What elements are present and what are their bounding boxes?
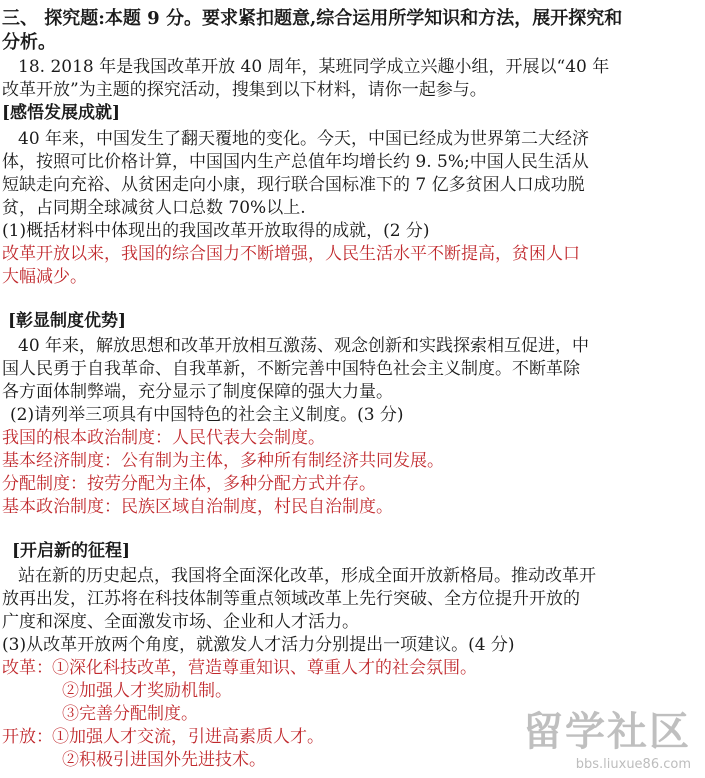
part2-material-line: 国人民勇于自我革命、自我革新，不断完善中国特色社会主义制度。不断革除 bbox=[2, 359, 580, 379]
part1-material-line: 体，按照可比价格计算，中国国内生产总值年均增长约 9. 5%;中国人民生活从 bbox=[2, 152, 589, 172]
part3-open-item: ②积极引进国外先进技术。 bbox=[62, 750, 266, 770]
watermark-logo: 留学社区 bbox=[523, 709, 691, 755]
part3-material-line: 广度和深度、全面激发市场、企业和人才活力。 bbox=[2, 612, 359, 632]
part1-answer-line: 改革开放以来，我国的综合国力不断增强，人民生活水平不断提高，贫困人口 bbox=[2, 244, 580, 264]
intro-line: 18. 2018 年是我国改革开放 40 周年，某班同学成立兴趣小组，开展以“40 年 bbox=[18, 57, 610, 77]
part2-answer-line: 我国的根本政治制度：人民代表大会制度。 bbox=[2, 428, 325, 448]
part1-answer-line: 大幅减少。 bbox=[2, 267, 87, 287]
part2-answer-line: 基本政治制度：民族区域自治制度，村民自治制度。 bbox=[2, 497, 393, 517]
part3-reform-item: ①深化科技改革，营造尊重知识、尊重人才的社会氛围。 bbox=[52, 658, 477, 678]
part3-reform-label: 改革： bbox=[2, 658, 53, 678]
part3-reform-item: ③完善分配制度。 bbox=[62, 704, 198, 724]
part2-question: (2)请列举三项具有中国特色的社会主义制度。(3 分) bbox=[10, 405, 404, 425]
part3-material-line: 放再出发，江苏将在科技体制等重点领域改革上先行突破、全方位提升开放的 bbox=[2, 589, 580, 609]
part2-answer-line: 分配制度：按劳分配为主体，多种分配方式并存。 bbox=[2, 474, 376, 494]
part3-open-label: 开放： bbox=[2, 727, 53, 747]
watermark-url: bbs.liuxue86.com bbox=[575, 757, 691, 772]
intro-line: 改革开放”为主题的探究活动，搜集到以下材料，请你一起参与。 bbox=[2, 80, 487, 100]
part1-material-line: 贫，占同期全球减贫人口总数 70%以上. bbox=[2, 198, 306, 218]
part3-material-line: 站在新的历史起点，我国将全面深化改革，形成全面开放新格局。推动改革开 bbox=[18, 566, 596, 586]
part3-open-item: ①加强人才交流，引进高素质人才。 bbox=[52, 727, 324, 747]
part3-heading: [开启新的征程] bbox=[12, 541, 131, 561]
site-watermark bbox=[519, 700, 691, 772]
part1-material-line: 短缺走向充裕、从贫困走向小康，现行联合国标准下的 7 亿多贫困人口成功脱 bbox=[2, 175, 585, 195]
part3-question: (3)从改革开放两个角度，就激发人才活力分别提出一项建议。(4 分) bbox=[2, 635, 515, 655]
section-header-line1: 三、 探究题:本题 9 分。要求紧扣题意,综合运用所学知识和方法，展开探究和 bbox=[2, 8, 623, 29]
part2-answer-line: 基本经济制度：公有制为主体，多种所有制经济共同发展。 bbox=[2, 451, 444, 471]
part2-heading: [彰显制度优势] bbox=[8, 311, 127, 331]
part2-material-line: 40 年来，解放思想和改革开放相互激荡、观念创新和实践探索相互促进，中 bbox=[18, 336, 590, 356]
part2-material-line: 各方面体制弊端，充分显示了制度保障的强大力量。 bbox=[2, 382, 393, 402]
part1-question: (1)概括材料中体现出的我国改革开放取得的成就，(2 分) bbox=[2, 221, 430, 241]
section-header-line2: 分析。 bbox=[2, 32, 56, 53]
part3-reform-item: ②加强人才奖励机制。 bbox=[62, 681, 232, 701]
part1-heading: [感悟发展成就] bbox=[2, 103, 121, 123]
part1-material-line: 40 年来，中国发生了翻天覆地的变化。今天，中国已经成为世界第二大经济 bbox=[18, 129, 590, 149]
